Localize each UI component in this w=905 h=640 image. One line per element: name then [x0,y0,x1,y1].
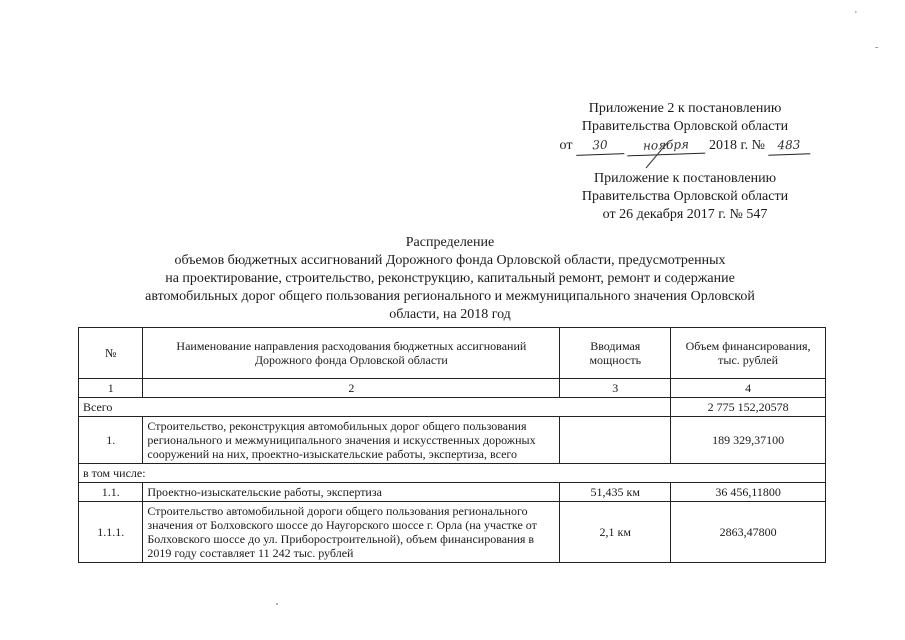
row-funding: 36 456,11800 [671,483,826,502]
column-numbers-row [79,379,826,398]
table-row [79,483,826,502]
appendix-original-line2: Правительства Орловской области [581,189,789,204]
row-num: 1.1.1. [79,502,143,563]
header-name: Наименование направления расходования бюджетных ассигнований Дорожного фонда Орловской области [143,328,560,379]
col-number: 4 [671,379,826,398]
funding-table [78,327,826,563]
title-line3: на проектирование, строительство, реконструкцию, капитальный ремонт, ремонт и содержание [165,271,735,286]
including-label: в том числе: [79,464,826,483]
col-number: 3 [560,379,671,398]
scan-mark: - [875,42,879,53]
including-row [79,464,826,483]
appendix-current-line2: Правительства Орловской области [581,119,789,134]
header-capacity: Вводимая мощность [560,328,671,379]
total-funding: 2 775 152,20578 [671,398,826,417]
row-funding: 2863,47800 [671,502,826,563]
table-row [79,417,826,464]
header-num: № [79,328,143,379]
title-line2: объемов бюджетных ассигнований Дорожного фонда Орловской области, предусмотренных [174,253,726,268]
title-line4: автомобильных дорог общего пользования регионального и межмуниципального значения Орловской [145,289,755,304]
header-funding: Объем финансирования, тыс. рублей [671,328,826,379]
scan-dot [276,603,278,605]
date-prefix: от [559,138,573,153]
row-num: 1.1. [79,483,143,502]
handwritten-month: ноября [627,135,706,157]
appendix-current-line1: Приложение 2 к постановлению [588,101,782,116]
appendix-current [520,100,850,155]
handwritten-day: 30 [576,135,625,156]
handwritten-number: 483 [768,135,811,155]
date-year: 2018 г. № [708,138,765,153]
title-line1: Распределение [405,235,495,250]
document-title [120,234,780,324]
col-number: 1 [79,379,143,398]
row-name: Строительство, реконструкция автомобильных дорог общего пользования регионального и межмуниципального значения и искусственных дорожных сооружений на них, проектно-изыскательские работы, экспертиза, всего [143,417,560,464]
table-row [79,502,826,563]
row-name: Строительство автомобильной дороги общего пользования регионального значения от Болховского шоссе до Наугорского шоссе г. Орла (на участке от Болховского шоссе до ул. Приборостроительной), объем финансирования в 2019 году составляет 11 242 тыс. рублей [143,502,560,563]
row-capacity: 51,435 км [560,483,671,502]
scan-mark: ' [855,10,857,21]
total-row [79,398,826,417]
row-capacity: 2,1 км [560,502,671,563]
row-capacity [560,417,671,464]
total-label: Всего [79,398,671,417]
pen-stroke [642,140,672,170]
appendix-original-line1: Приложение к постановлению [593,171,777,186]
appendix-original [520,170,850,224]
col-number: 2 [143,379,560,398]
row-name: Проектно-изыскательские работы, экспертиза [143,483,560,502]
title-line5: области, на 2018 год [389,307,511,322]
appendix-current-date [520,136,850,155]
row-num: 1. [79,417,143,464]
table-header-row [79,328,826,379]
row-funding: 189 329,37100 [671,417,826,464]
appendix-original-line3: от 26 декабря 2017 г. № 547 [602,207,768,222]
